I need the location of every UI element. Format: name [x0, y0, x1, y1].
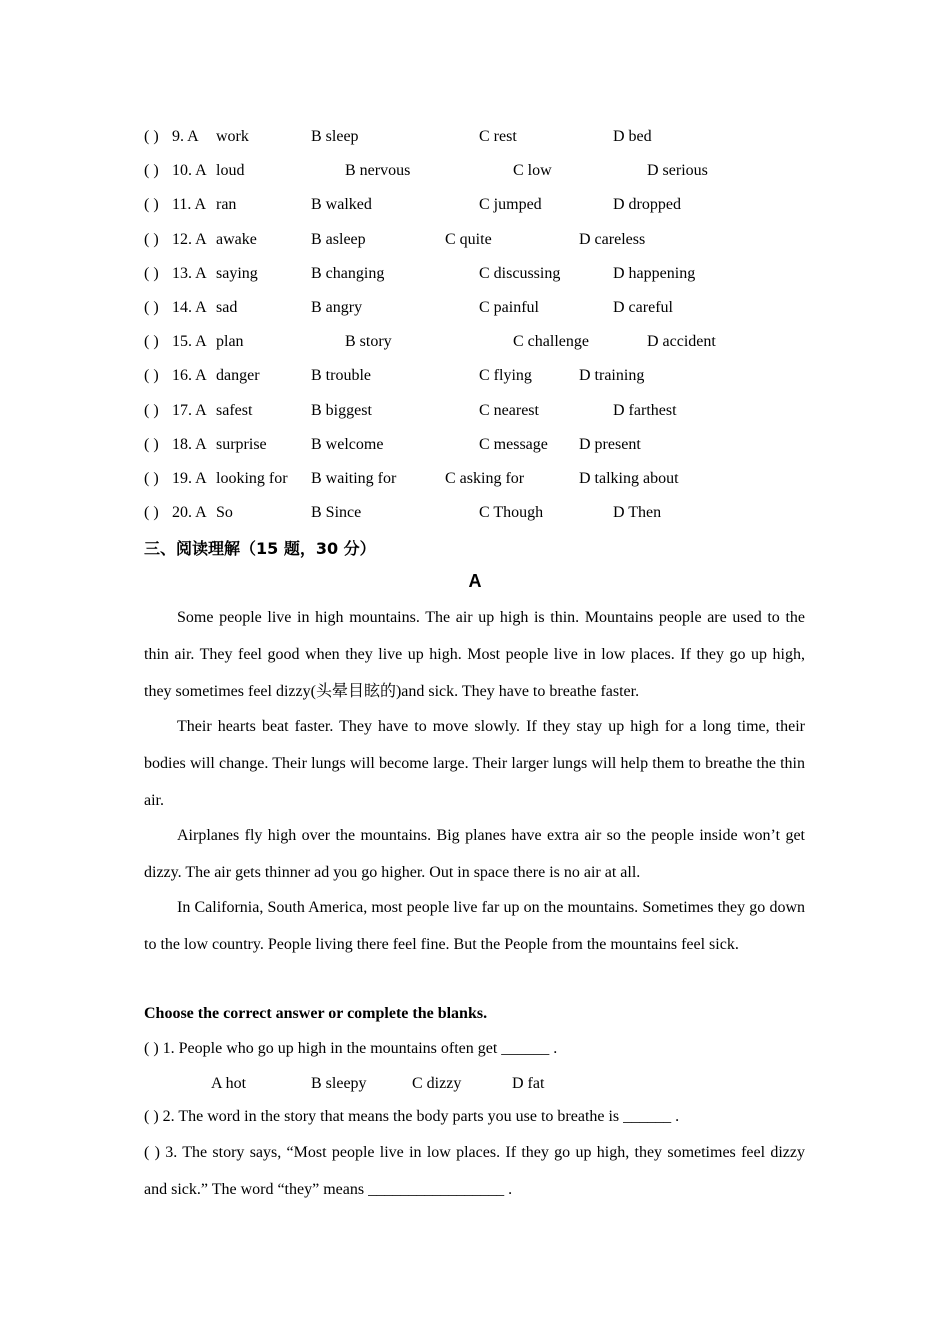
cloze-c: C challenge	[513, 333, 589, 351]
paragraph: Airplanes fly high over the mountains. Big planes have extra air so the people inside won’t get dizzy. The air gets thinner ad you go higher. Out in space there is no air at all.	[144, 827, 805, 881]
cloze-b: B waiting for	[311, 470, 397, 487]
cloze-d: D careless	[579, 230, 646, 248]
instruction-text: Choose the correct answer or complete the blanks.	[144, 1005, 488, 1022]
cloze-b: B walked	[311, 196, 372, 214]
cloze-b: B trouble	[311, 367, 371, 385]
cloze-num: 14. A	[172, 299, 207, 316]
cloze-b: B welcome	[311, 435, 384, 453]
cloze-b: B asleep	[311, 230, 366, 248]
cloze-paren: ( )	[144, 162, 159, 180]
cloze-num: 15. A	[172, 333, 207, 351]
cloze-b: B nervous	[345, 162, 411, 180]
cloze-c: C flying	[479, 367, 532, 385]
option-b: B sleepy	[311, 1075, 367, 1092]
cloze-c: C jumped	[479, 196, 542, 214]
cloze-c: C low	[513, 162, 552, 180]
cloze-paren: ( )	[144, 230, 159, 248]
cloze-c: C rest	[479, 128, 517, 145]
cloze-paren: ( )	[144, 470, 159, 487]
cloze-d: D accident	[647, 333, 716, 351]
question-3: ( ) 3. The story says, “Most people live in low places. If they go up high, they sometimes feel dizzy and sick.” The word “they” means _________________ .	[144, 1144, 805, 1198]
cloze-a: awake	[216, 230, 257, 248]
cloze-a: safest	[216, 401, 253, 419]
cloze-num: 18. A	[172, 435, 207, 453]
cloze-d: D serious	[647, 162, 708, 180]
cloze-c: C quite	[445, 230, 492, 248]
paragraph: Their hearts beat faster. They have to move slowly. If they stay up high for a long time, their bodies will change. Their lungs will become large. Their larger lungs will help them to breathe the thin air.	[144, 718, 805, 809]
paragraph: Some people live in high mountains. The air up high is thin. Mountains people are used to the thin air. They feel good when they live up high. Most people live in low places. If they go up high, they sometimes feel dizzy(头晕目眩的)and sick. They have to breathe faster.	[144, 609, 805, 700]
cloze-a: surprise	[216, 435, 267, 453]
cloze-c: C painful	[479, 299, 539, 316]
cloze-a: ran	[216, 196, 237, 214]
question-2: ( ) 2. The word in the story that means the body parts you use to breathe is ______ .	[144, 1108, 680, 1125]
cloze-num: 9. A	[172, 128, 199, 145]
cloze-b: B biggest	[311, 401, 372, 419]
cloze-a: looking for	[216, 470, 288, 487]
cloze-d: D talking about	[579, 470, 679, 487]
cloze-paren: ( )	[144, 264, 159, 282]
cloze-c: C nearest	[479, 401, 539, 419]
cloze-num: 17. A	[172, 401, 207, 419]
cloze-num: 10. A	[172, 162, 207, 180]
cloze-b: B story	[345, 333, 392, 351]
cloze-paren: ( )	[144, 333, 159, 351]
cloze-a: saying	[216, 264, 258, 282]
cloze-paren: ( )	[144, 401, 159, 419]
cloze-b: B angry	[311, 299, 363, 316]
cloze-paren: ( )	[144, 299, 159, 316]
cloze-num: 20. A	[172, 504, 207, 522]
cloze-paren: ( )	[144, 367, 159, 385]
paragraph: In California, South America, most people live far up on the mountains. Sometimes they go down to the low country. People living there feel fine. But the People from the mountains feel sick.	[144, 899, 805, 953]
section-heading: 三、阅读理解（15 题，30 分）	[144, 539, 376, 558]
cloze-d: D farthest	[613, 401, 677, 419]
cloze-d: D happening	[613, 264, 696, 282]
passage-title: A	[468, 571, 482, 591]
option-c: C dizzy	[412, 1075, 462, 1092]
cloze-num: 12. A	[172, 230, 207, 248]
cloze-c: C asking for	[445, 470, 525, 487]
cloze-b: B Since	[311, 504, 362, 522]
cloze-num: 19. A	[172, 470, 207, 487]
cloze-d: D bed	[613, 128, 652, 145]
cloze-num: 16. A	[172, 367, 207, 385]
cloze-b: B sleep	[311, 128, 359, 145]
cloze-paren: ( )	[144, 196, 159, 214]
cloze-num: 13. A	[172, 264, 207, 282]
question-1: ( ) 1. People who go up high in the mountains often get ______ .	[144, 1040, 558, 1057]
option-d: D fat	[512, 1075, 545, 1092]
option-a: A hot	[211, 1075, 247, 1092]
cloze-c: C discussing	[479, 264, 561, 282]
cloze-num: 11. A	[172, 196, 207, 214]
cloze-paren: ( )	[144, 504, 159, 522]
cloze-a: plan	[216, 333, 244, 351]
cloze-a: loud	[216, 162, 245, 180]
cloze-a: So	[216, 504, 233, 522]
cloze-paren: ( )	[144, 128, 159, 145]
cloze-c: C Though	[479, 504, 544, 522]
cloze-d: D careful	[613, 299, 673, 316]
cloze-c: C message	[479, 435, 548, 453]
cloze-d: D training	[579, 367, 645, 385]
cloze-b: B changing	[311, 264, 385, 282]
cloze-a: work	[216, 128, 249, 145]
cloze-paren: ( )	[144, 435, 159, 453]
cloze-d: D Then	[613, 504, 662, 522]
cloze-d: D dropped	[613, 196, 681, 214]
cloze-a: danger	[216, 367, 260, 385]
cloze-d: D present	[579, 435, 641, 453]
cloze-a: sad	[216, 299, 238, 316]
